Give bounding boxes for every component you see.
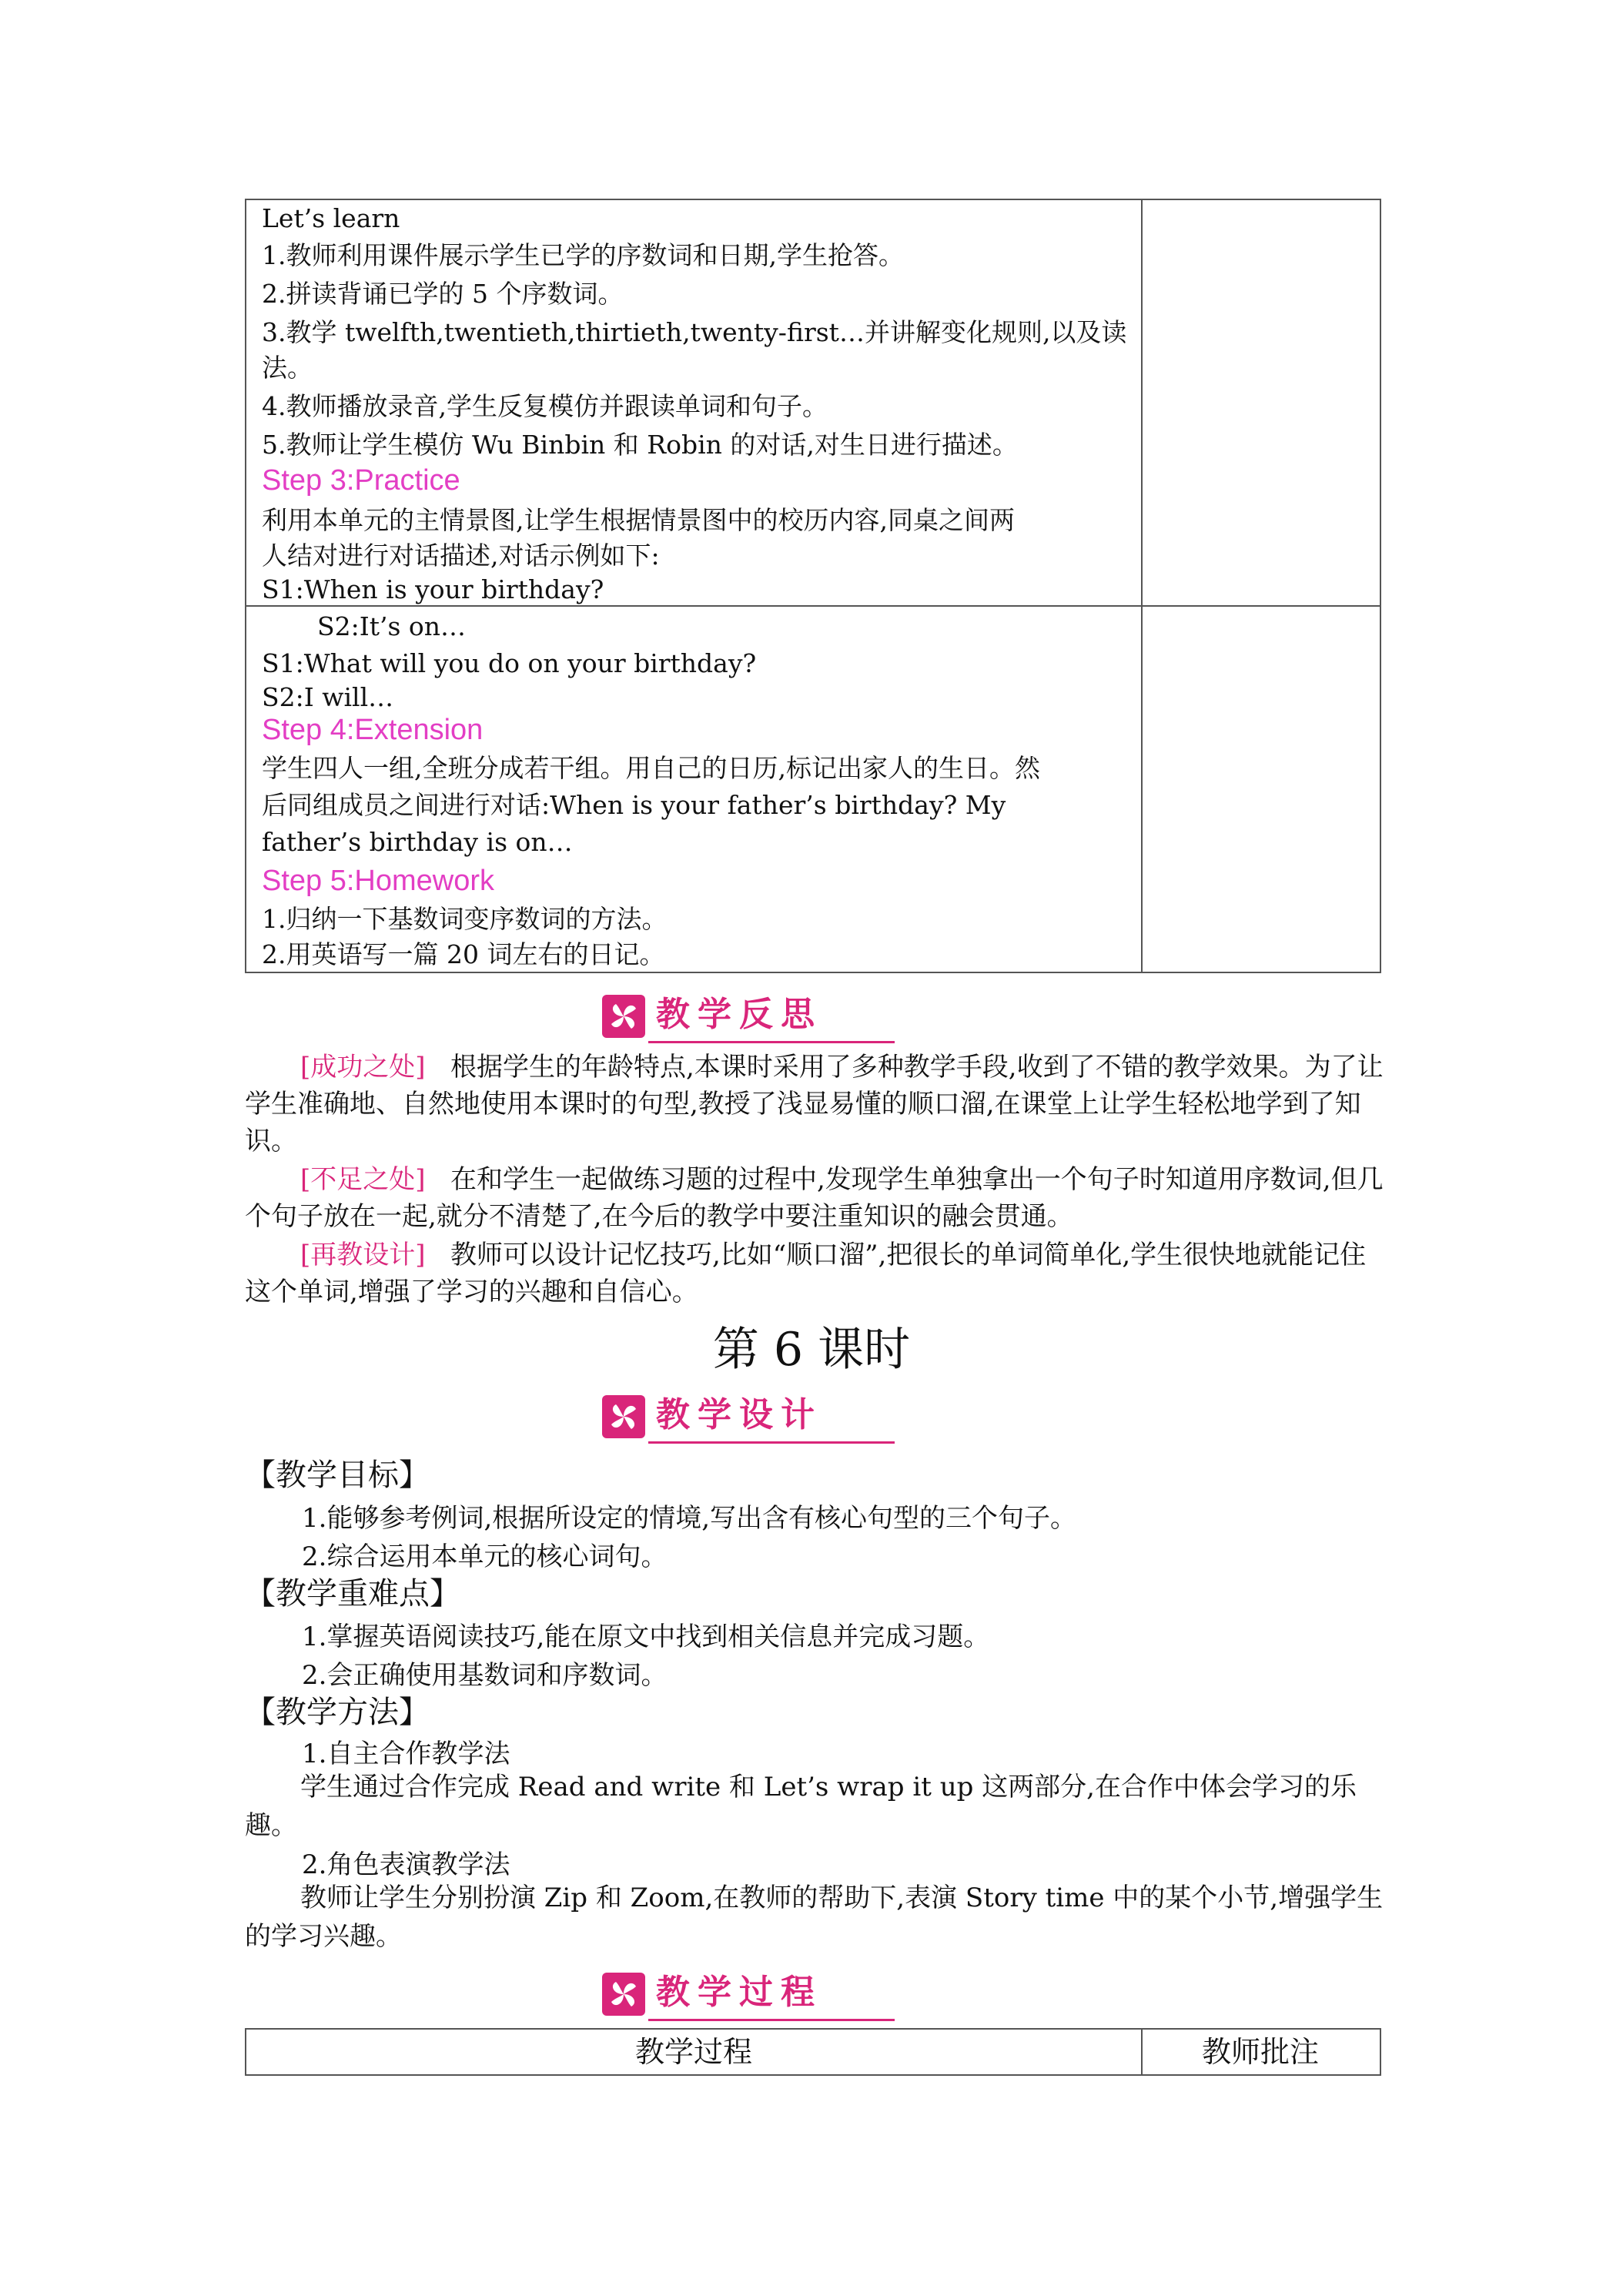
reflection-shortcomings	[245, 1161, 1384, 1235]
process-table-header	[245, 2028, 1381, 2076]
key-item: 2.会正确使用基数词和序数词。	[302, 1660, 668, 1691]
method-description: 教师让学生分别扮演 Zip 和 Zoom,在教师的帮助下,表演 Story time 中的某个小节,增强学生的学习兴趣。	[245, 1883, 1384, 1952]
step-heading: Step 5:Homework	[262, 865, 495, 897]
table-line: 利用本单元的主情景图,让学生根据情景图中的校历内容,同桌之间两	[262, 505, 1015, 535]
success-tag: [成功之处]	[300, 1052, 426, 1083]
step-heading: Step 4:Extension	[262, 714, 484, 746]
table-line: 4.教师播放录音,学生反复模仿并跟读单词和句子。	[262, 391, 828, 421]
banner-title: 教学过程	[656, 1973, 822, 2012]
teacher-notes-cell	[1141, 200, 1380, 605]
banner-title: 教学反思	[656, 995, 822, 1034]
goal-item: 1.能够参考例词,根据所设定的情境,写出含有核心句型的三个句子。	[302, 1503, 1077, 1534]
table-line: S1:What will you do on your birthday?	[262, 648, 757, 678]
pinwheel-logo-icon	[602, 995, 645, 1038]
banner-underline	[648, 1441, 895, 1444]
redesign-tag: [再教设计]	[300, 1240, 426, 1270]
redesign-text: 教师可以设计记忆技巧,比如“顺口溜”,把很长的单词简单化,学生很快地就能记住这个单词,增强了学习的兴趣和自信心。	[245, 1240, 1367, 1307]
lack-tag: [不足之处]	[300, 1164, 426, 1195]
header-cell-process	[246, 2030, 1143, 2074]
table-line: 1.教师利用课件展示学生已学的序数词和日期,学生抢答。	[262, 240, 904, 270]
goal-item: 2.综合运用本单元的核心词句。	[302, 1541, 668, 1572]
process-cell	[246, 607, 1143, 972]
step-heading: Step 3:Practice	[262, 464, 460, 497]
banner-underline	[648, 1041, 895, 1043]
header-cell-notes	[1141, 2030, 1380, 2074]
table-line: 2.用英语写一篇 20 词左右的日记。	[262, 939, 665, 969]
reflection-success	[245, 1049, 1384, 1160]
lesson-table-part-2	[245, 605, 1381, 973]
table-line: S2:I will…	[262, 682, 394, 712]
method-title: 1.自主合作教学法	[302, 1739, 510, 1769]
design-banner	[602, 1391, 910, 1441]
lesson-title: 第 6 课时	[712, 1323, 911, 1377]
methods-heading: 【教学方法】	[245, 1695, 430, 1730]
key-item: 1.掌握英语阅读技巧,能在原文中找到相关信息并完成习题。	[302, 1622, 990, 1652]
success-text: 根据学生的年龄特点,本课时采用了多种教学手段,收到了不错的教学效果。为了让学生准确地、自然地使用本课时的句型,教授了浅显易懂的顺口溜,在课堂上让学生轻松地学到了知识。	[245, 1052, 1384, 1156]
table-line: 3.教学 twelfth,twentieth,thirtieth,twenty-first…并讲解变化规则,以及读	[262, 317, 1127, 347]
column-header: 教师批注	[1201, 2035, 1319, 2069]
table-line: Let’s learn	[262, 203, 400, 233]
reflection-banner	[602, 990, 910, 1041]
goals-heading: 【教学目标】	[245, 1458, 430, 1493]
keys-heading: 【教学重难点】	[245, 1576, 460, 1612]
banner-title: 教学设计	[656, 1395, 822, 1434]
lack-text: 在和学生一起做练习题的过程中,发现学生单独拿出一个句子时知道用序数词,但几个句子放在一起,就分不清楚了,在今后的教学中要注重知识的融会贯通。	[245, 1164, 1384, 1232]
method-description: 学生通过合作完成 Read and write 和 Let’s wrap it up 这两部分,在合作中体会学习的乐趣。	[245, 1772, 1357, 1841]
table-line: 5.教师让学生模仿 Wu Binbin 和 Robin 的对话,对生日进行描述。	[262, 430, 1018, 460]
table-line: 后同组成员之间进行对话:When is your father’s birthday? My	[262, 790, 1006, 820]
reflection-redesign	[245, 1237, 1384, 1310]
table-line: S2:It’s on…	[317, 611, 467, 641]
table-line: 1.归纳一下基数词变序数词的方法。	[262, 904, 668, 934]
table-line: 法。	[262, 353, 313, 383]
pinwheel-logo-icon	[602, 1973, 645, 2016]
column-header: 教学过程	[634, 2035, 752, 2069]
process-cell	[246, 200, 1143, 605]
method-title: 2.角色表演教学法	[302, 1849, 510, 1880]
table-line: 学生四人一组,全班分成若干组。用自己的日历,标记出家人的生日。然	[262, 753, 1040, 783]
pinwheel-logo-icon	[602, 1395, 645, 1438]
table-line: 2.拼读背诵已学的 5 个序数词。	[262, 279, 624, 309]
table-line: S1:When is your birthday?	[262, 574, 604, 604]
table-line: 人结对进行对话描述,对话示例如下:	[262, 541, 660, 571]
table-line: father’s birthday is on…	[262, 827, 573, 857]
banner-underline	[648, 2019, 895, 2021]
lesson-table-part-1	[245, 199, 1381, 607]
process-banner	[602, 1968, 910, 2019]
teacher-notes-cell	[1141, 607, 1380, 972]
